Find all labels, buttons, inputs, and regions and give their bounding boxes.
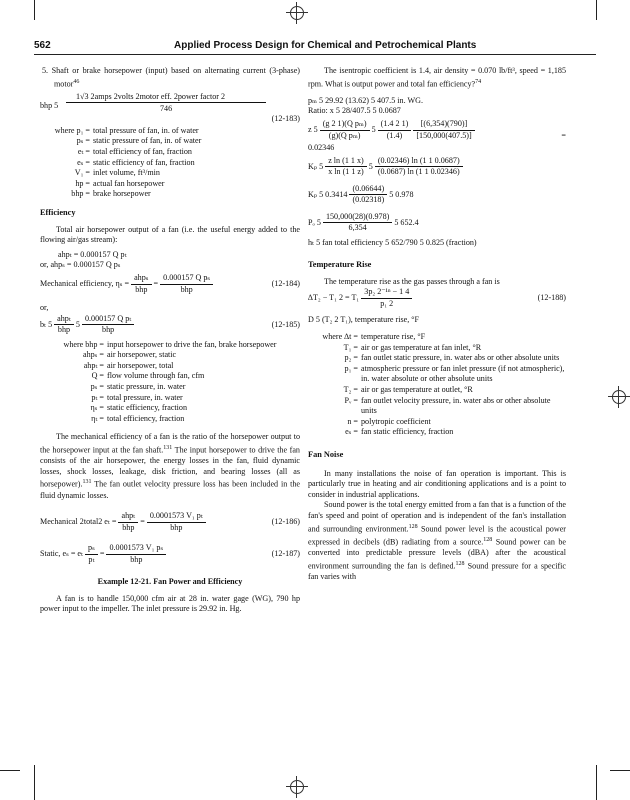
definition-symbol: ηₜ = (91, 413, 104, 423)
definition-symbol: Q = (91, 371, 104, 381)
definition-text: fan outlet velocity pressure, in. water abs or other absolute units (361, 395, 551, 416)
definition-symbol: pₛ = (76, 136, 90, 146)
definition-text: temperature rise, °F (361, 332, 426, 342)
definition-row (308, 364, 566, 385)
definition-list (308, 332, 566, 438)
definition-row (40, 350, 300, 361)
definition-text: total pressure of fan, in. of water (93, 125, 199, 135)
definition-text: input horsepower to drive the fan, brake horsepower (107, 339, 277, 349)
definition-text: static pressure, in. water (107, 381, 186, 391)
book-title: Applied Process Design for Chemical and Petrochemical Plants (174, 40, 477, 51)
definition-symbol: p₁ = (344, 363, 358, 373)
paragraph: The mechanical efficiency of a fan is the ratio of the horsepower output to the horsepower input at the fan shaft.$^{131}$ The input horsepower to drive the fan consists of the air horsepower, the energy losses in the fan, fluid dynamic losses, shock losses, leakage, disk friction, and bearing losses (all as horsepower).$^{131}$ The fan outlet velocity pressure loss has been included in the fluid dynamic losses. (40, 432, 300, 500)
definition-symbol: Pᵥ = (344, 395, 358, 405)
definition-text: total pressure, in. water (107, 392, 183, 402)
section-heading: Temperature Rise (308, 260, 372, 270)
equation-z: z 5 $\frac{\text{(g 2 1)(Q pₘ)}}{\text{(g)(Q pₘ)}}$ 5 $\frac{(1.4 2 1)}{(1.4)}$ $\frac{[(6,354)(790)]}{[150,000(407.5)]}$ = (308, 119, 566, 141)
definition-symbol: T₂ = (343, 385, 358, 394)
text: or, (40, 303, 49, 312)
definition-text: fan static efficiency, fraction (361, 427, 454, 437)
definition-text: air horsepower, static (107, 350, 177, 360)
definition-row (40, 414, 300, 425)
paragraph: Sound power is the total energy emitted from a fan that is a function of the fan's speed and point of operation and is independent of the fan's installation and surrounding environment.$^{128}$ Sound power level is the acoustical power expressed in decibels (dB) radiating from a source.$^{128}$ Sound power can be converted into predictable pressure levels (dBA) after the acoustical environment surrounding the fan is defined.$^{128}$ Sound pressure for a specific fan varies with (308, 500, 567, 581)
section-heading: Fan Noise (308, 449, 344, 459)
equation-12-183: 1√3 2amps 2volts 2motor eff. 2power factor 2 bhp 5 746 (12-183) (40, 91, 300, 123)
definition-row (308, 353, 566, 364)
definition-row (40, 179, 300, 190)
definition-symbol: p₂ = (344, 353, 358, 363)
definition-text: air horsepower, total (107, 360, 174, 370)
registration-mark-icon (608, 386, 630, 408)
equation-line: pₘ 5 29.92 (13.62) 5 407.5 in. WG. (308, 95, 423, 105)
definition-row (40, 340, 300, 351)
equation-12-184: Mechanical efficiency, ηₛ = $\frac{\text{ahpₛ}}{\text{bhp}}$ = $\frac{\text{0.000157 Q pₛ}}{\text{bhp}}$ (12-184) (40, 273, 300, 294)
definition-text: air or gas temperature at outlet, °R (361, 385, 473, 394)
definition-row (40, 371, 300, 382)
definition-symbol: pₛ = (90, 381, 104, 391)
page-number: 562 (34, 40, 51, 51)
crop-mark (610, 770, 630, 771)
definition-row (308, 427, 566, 438)
right-column (308, 66, 566, 583)
paragraph: A fan is to handle 150,000 cfm air at 28 in. water gage (WG), 790 hp power input to the impeller. The inlet pressure is 29.92 in. Hg. (40, 593, 300, 614)
running-header (34, 40, 596, 55)
left-column (40, 66, 300, 615)
definition-row (40, 382, 300, 393)
definition-text: polytropic coefficient (361, 416, 431, 426)
equation-12-186: Mechanical 2total2 eₜ = $\frac{\text{ahpₜ}}{\text{bhp}}$ = $\frac{\text{0.0001573 V₁ pₜ}}{\text{bhp}}$ (12-186) (40, 511, 300, 532)
definition-symbol: T₁ = (343, 342, 358, 352)
definition-text: atmospheric pressure or fan inlet pressure (if not atmospheric), in. water absolute or other absolute units (361, 363, 565, 384)
definition-symbol: hp = (75, 178, 90, 188)
definition-text: static efficiency of fan, fraction (93, 157, 195, 167)
definition-text: air or gas temperature at fan inlet, °R (361, 342, 482, 352)
definition-row (308, 385, 566, 396)
definition-symbol: ahpₜ = (83, 360, 104, 370)
definition-row (40, 158, 300, 169)
section-heading: Efficiency (40, 208, 76, 218)
definition-list (40, 126, 300, 200)
definition-symbol: eₛ = (77, 157, 90, 167)
definition-symbol: where bhp = (63, 339, 104, 349)
definition-text: inlet volume, ft³/min (93, 168, 160, 178)
definition-row (308, 396, 566, 417)
definition-symbol: where p₁ = (54, 125, 90, 135)
definition-row (40, 168, 300, 179)
paragraph: In many installations the noise of fan operation is important. This is particularly true in heating and air conditioning applications and is a point to consider in industrial applications. (308, 468, 566, 499)
equation-line: or, ahpₛ = 0.000157 Q pₛ (40, 260, 121, 270)
definition-symbol: ηₛ = (90, 403, 104, 413)
definition-row (308, 343, 566, 354)
equation-line: hₜ 5 fan total efficiency 5 652/790 5 0.825 (fraction) (308, 237, 477, 247)
definition-text: brake horsepower (93, 189, 151, 199)
equation-kp: Kₚ 5 $\frac{\text{z ln (1 1 x)}}{\text{x ln (1 1 z)}}$ 5 $\frac{(0.02346) \ln (1 1 0.0687)}{(0.0687) \ln (1 1 0.02346)}$ (308, 156, 566, 180)
equation-12-188: ∆T₂ − T₁ 2 = T₁ $\frac{\text{3p₂ 2⁻¹ⁿ − 1 4}}{\text{p₁ 2}}$ (12-188) (308, 287, 566, 309)
definition-symbol: n = (347, 416, 358, 426)
definition-text: flow volume through fan, cfm (107, 371, 205, 381)
equation-line: ahpₜ = 0.000157 Q pₜ (58, 249, 127, 259)
equation-line: 0.02346 (308, 143, 335, 153)
equation-line: D 5 (T₂ 2 T₁), temperature rise, °F (308, 315, 419, 325)
definition-symbol: pₜ = (91, 392, 104, 402)
definition-row (40, 147, 300, 158)
equation-po: Pₒ 5 $\frac{150,000(28)(0.978)}{6,354}$ 5 652.4 (308, 211, 419, 233)
paragraph: The temperature rise as the gas passes through a fan is (324, 276, 500, 286)
definition-text: total efficiency of fan, fraction (93, 147, 192, 157)
definition-symbol: ahpₛ = (82, 350, 104, 360)
definition-row (40, 403, 300, 414)
definition-text: static pressure of fan, in. of water (93, 136, 202, 146)
definition-symbol: eₛ = (345, 427, 358, 437)
registration-mark-icon (286, 776, 308, 798)
definition-symbol: V₁ = (74, 168, 90, 178)
equation-line: Ratio: x 5 28/407.5 5 0.0687 (308, 106, 401, 116)
definition-row (40, 361, 300, 372)
equation-kp2: Kₚ 5 0.3414 $\frac{(0.06644)}{(0.02318)}$ 5 0.978 (308, 183, 414, 205)
registration-mark-icon (286, 2, 308, 24)
definition-row (40, 136, 300, 147)
definition-row (40, 189, 300, 200)
definition-symbol: eₜ = (77, 147, 90, 157)
definition-list (40, 340, 300, 425)
definition-row (40, 126, 300, 137)
crop-mark (34, 765, 35, 800)
crop-mark (34, 0, 35, 20)
definition-text: static efficiency, fraction (107, 403, 187, 413)
definition-symbol: bhp = (71, 189, 90, 199)
definition-text: total efficiency, fraction (107, 413, 185, 423)
example-heading: Example 12-21. Fan Power and Efficiency (97, 577, 243, 587)
definition-row (40, 393, 300, 404)
equation-12-187: Static, eₛ = eₜ $\frac{\text{pₛ}}{\text{pₜ}}$ = $\frac{\text{0.0001573 V₁ pₛ}}{\text{bhp}}$ (12-187) (40, 543, 300, 564)
definition-row (308, 417, 566, 428)
crop-mark (596, 0, 597, 20)
paragraph: The isentropic coefficient is 1.4, air density = 0.070 lb/ft³, speed = 1,185 rpm. What is output power and total fan efficiency?$^{74}$ (308, 66, 566, 89)
crop-mark (596, 765, 597, 800)
definition-row (308, 332, 566, 343)
equation-12-185: bₜ 5 $\frac{\text{ahpₜ}}{\text{bhp}}$ 5 $\frac{\text{0.000157 Q pₜ}}{\text{bhp}}$ (12-185) (40, 313, 300, 335)
definition-text: actual fan horsepower (93, 178, 165, 188)
list-item-5: 5. Shaft or brake horsepower (input) based on alternating current (3-phase) motor$^{46}$ (42, 66, 300, 89)
definition-symbol: where ∆t = (322, 332, 358, 342)
paragraph: Total air horsepower output of a fan (i.e. the useful energy added to the flowing air/gas stream): (40, 224, 300, 245)
crop-mark (0, 770, 20, 771)
definition-text: fan outlet static pressure, in. water abs or other absolute units (361, 353, 560, 363)
